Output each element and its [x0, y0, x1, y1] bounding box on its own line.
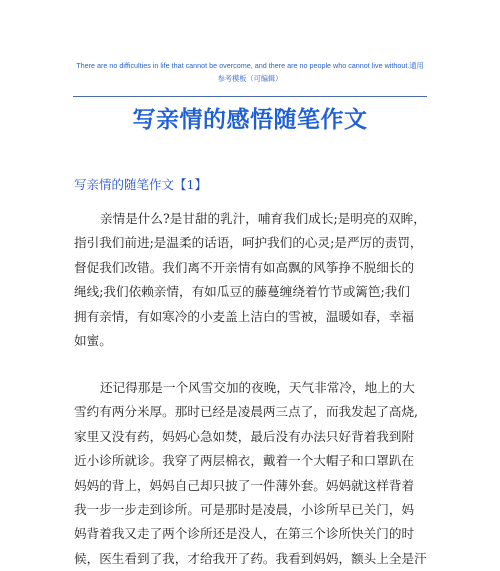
paragraph-line: 亲情是什么?是甘甜的乳汁，哺育我们成长;是明亮的双眸， — [100, 211, 426, 226]
paragraph-line: 绳线;我们依赖亲情，有如瓜豆的藤蔓缠绕着竹节或篱笆;我们 — [74, 284, 410, 300]
paragraph-line: 如蜜。 — [74, 333, 112, 349]
paragraph-line: 我一步一步走到诊所。可是那时是凌晨，小诊所早已关门，妈 — [74, 502, 415, 518]
paragraph-line: 近小诊所就诊。我穿了两层棉衣，戴着一个大帽子和口罩趴在 — [74, 453, 415, 469]
header-motto-suffix: 通用 — [409, 61, 424, 70]
paragraph-line: 指引我们前进;是温柔的话语，呵护我们的心灵;是严厉的责罚， — [74, 235, 423, 251]
paragraph-2 — [74, 376, 429, 571]
paragraph-line: 拥有亲情，有如寒冷的小麦盖上洁白的雪被，温暖如春，幸福 — [74, 308, 415, 324]
header-motto — [72, 60, 428, 71]
header-divider — [73, 96, 427, 97]
document-header — [72, 60, 428, 84]
paragraph-line: 候，医生看到了我，才给我开了药。我看到妈妈，额头上全是汗 — [74, 550, 427, 566]
section-heading: 写亲情的随笔作文【1】 — [74, 177, 207, 192]
paragraph-line: 妈背着我又走了两个诊所还是没人，在第三个诊所快关门的时 — [74, 526, 415, 542]
header-motto-english: There are no difficulties in life that cannot be overcome, and there are no people who cannot live without. — [76, 61, 410, 70]
paragraph-line: 雪约有两分米厚。那时已经是凌晨两三点了，而我发起了高烧, — [74, 404, 419, 420]
paragraph-1 — [74, 207, 429, 353]
header-subtitle: 参考模板（可编辑） — [217, 74, 283, 83]
document-title: 写亲情的感悟随笔作文 — [132, 107, 368, 133]
paragraph-line: 还记得那是一个风雪交加的夜晚，天气非常冷，地上的大 — [100, 380, 415, 395]
paragraph-line: 家里又没有药，妈妈心急如焚，最后没有办法只好背着我到附 — [74, 428, 415, 444]
paragraph-line: 妈妈的背上，妈妈自己却只披了一件薄外套。妈妈就这样背着 — [74, 477, 415, 493]
paragraph-line: 督促我们改错。我们离不开亲情有如高飘的风筝挣不脱细长的 — [74, 259, 415, 275]
